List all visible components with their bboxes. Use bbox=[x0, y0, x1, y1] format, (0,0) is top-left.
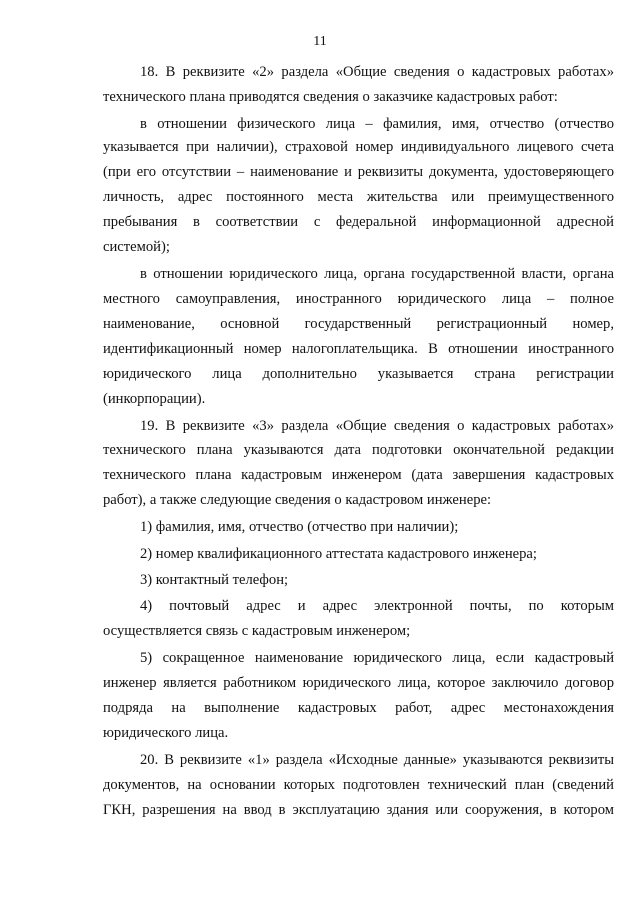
text-line: технического плана кадастровым инженером (дата завершения кадастровых bbox=[103, 467, 614, 483]
text-line: 19. В реквизите «3» раздела «Общие сведения о кадастровых работах» bbox=[140, 418, 614, 434]
text-line: указывается при наличии), страховой номер индивидуального лицевого счета bbox=[103, 139, 614, 155]
text-line: работ), а также следующие сведения о кадастровом инженере: bbox=[103, 492, 492, 508]
text-line: ГКН, разрешения на ввод в эксплуатацию здания или сооружения, в котором bbox=[103, 802, 614, 818]
text-line: 18. В реквизите «2» раздела «Общие сведения о кадастровых работах» bbox=[140, 64, 614, 80]
text-line: 2) номер квалификационного аттестата кадастрового инженера; bbox=[140, 546, 537, 562]
text-line: в отношении юридического лица, органа государственной власти, органа bbox=[140, 266, 614, 282]
text-line: пребывания в соответствии с федеральной информационной адресной bbox=[103, 214, 614, 230]
text-line: в отношении физического лица – фамилия, имя, отчество (отчество bbox=[140, 116, 614, 132]
text-line: идентификационный номер налогоплательщика. В отношении иностранного bbox=[103, 341, 614, 357]
text-line: технического плана приводятся сведения о заказчике кадастровых работ: bbox=[103, 89, 558, 105]
text-line: юридического лица дополнительно указывается страна регистрации bbox=[103, 366, 614, 382]
text-line: 4) почтовый адрес и адрес электронной почты, по которым bbox=[140, 598, 614, 614]
text-line: наименование, основной государственный регистрационный номер, bbox=[103, 316, 614, 332]
text-line: личность, адрес постоянного места жительства или преимущественного bbox=[103, 189, 614, 205]
text-line: 20. В реквизите «1» раздела «Исходные данные» указываются реквизиты bbox=[140, 752, 614, 768]
text-line: 1) фамилия, имя, отчество (отчество при наличии); bbox=[140, 519, 459, 535]
text-line: инженер является работником юридического лица, которое заключило договор bbox=[103, 675, 614, 691]
text-line: системой); bbox=[103, 239, 170, 255]
text-line: подряда на выполнение кадастровых работ, адрес местонахождения bbox=[103, 700, 614, 716]
text-line: (при его отсутствии – наименование и реквизиты документа, удостоверяющего bbox=[103, 164, 614, 180]
page-number: 11 bbox=[313, 34, 327, 49]
text-line: осуществляется связь с кадастровым инженером; bbox=[103, 623, 411, 639]
text-line: технического плана указываются дата подготовки окончательной редакции bbox=[103, 442, 614, 458]
text-line: юридического лица. bbox=[103, 725, 229, 741]
text-line: (инкорпорации). bbox=[103, 391, 206, 407]
text-line: 5) сокращенное наименование юридического лица, если кадастровый bbox=[140, 650, 614, 666]
text-line: документов, на основании которых подготовлен технический план (сведений bbox=[103, 777, 614, 793]
text-line: местного самоуправления, иностранного юридического лица – полное bbox=[103, 291, 614, 307]
text-line: 3) контактный телефон; bbox=[140, 572, 289, 588]
